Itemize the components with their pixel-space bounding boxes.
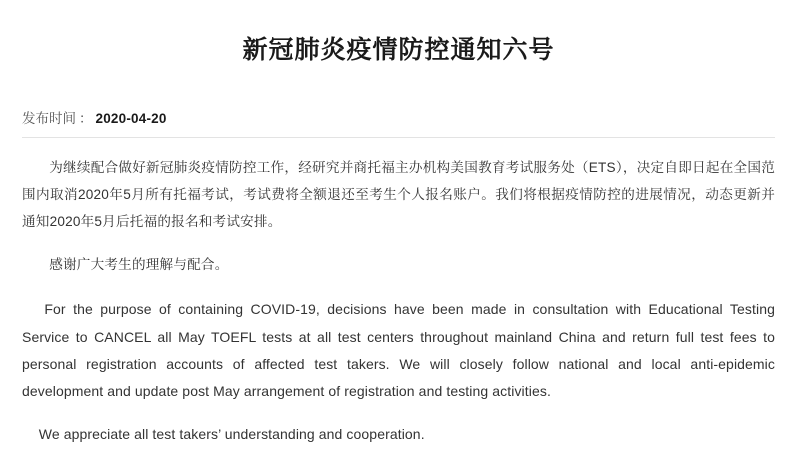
paragraph-cn-1: 为继续配合做好新冠肺炎疫情防控工作，经研究并商托福主办机构美国教育考试服务处（ETS），决定自即日起在全国范围内取消2020年5月所有托福考试，考试费将全额退还至考生个人报名账户。我们将根据疫情防控的进展情况，动态更新并通知2020年5月后托福的报名和考试安排。 — [22, 159, 775, 229]
publish-meta — [0, 93, 797, 137]
document-body — [0, 138, 797, 449]
paragraph-cn-2: 感谢广大考生的理解与配合。 — [49, 257, 229, 273]
paragraph-en-2: We appreciate all test takers’ understanding and cooperation. — [38, 426, 425, 443]
document-page — [0, 17, 797, 475]
paragraph-en-1: For the purpose of containing COVID-19, decisions have been made in consultation with Educational Testing Service to CANCEL all May TOEFL tests at all test centers throughout mainland China and return full test fees to personal registration accounts of affected test takers. We will closely follow national and local anti-epidemic development and update post May arrangement of registration and testing activities. — [22, 301, 775, 400]
page-title: 新冠肺炎疫情防控通知六号 — [242, 35, 555, 64]
publish-date-label: 发布时间 — [22, 110, 76, 126]
publish-date-value: 2020-04-20 — [95, 110, 167, 126]
publish-date-separator: ： — [79, 110, 93, 126]
